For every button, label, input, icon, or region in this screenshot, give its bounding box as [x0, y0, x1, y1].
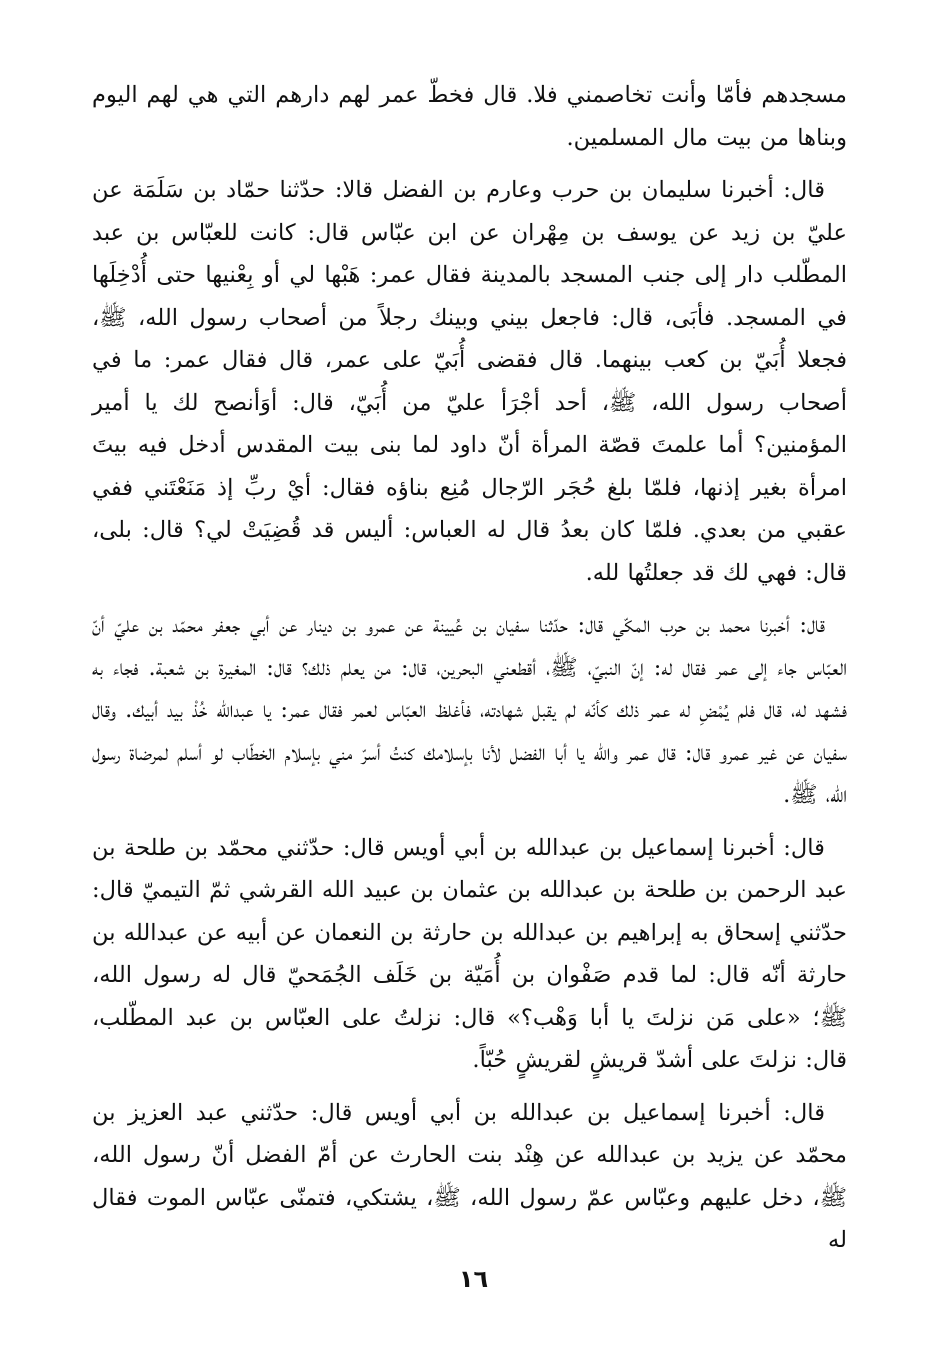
paragraph-bahrain-grant: قال: أخبرنا محمد بن حرب المكّي قال: حدّثنا سفيان بن عُيينة عن عمرو بن دينار عن أبي جعفر محمّد بن عليّ أنّ العبّاس جاء إلى عمر فقال له: إنّ النبيّ، ﷺ، أقطعني البحرين، قال: من يعلم ذلك؟ قال: المغيرة بن شعبة. فجاء به فشهد له، قال فلم يُمْضِ له عمر ذلك كأنّه لم يقبل شهادته، فأغلظ العبّاس لعمر فقال عمر: يا عبدالله خُذْ بيد أبيك. وقال سفيان عن غير عمرو قال: قال عمر والله يا أبا الفضل لأنا بإسلامك كنتُ أسرّ مني بإسلام الخطّاب لو أسلم لمرضاة رسول الله، ﷺ.: [92, 612, 847, 808]
paragraph-safwan: قال: أخبرنا إسماعيل بن عبدالله بن أبي أويس قال: حدّثني محمّد بن طلحة بن عبد الرحمن بن طلحة بن عبدالله بن عثمان بن عبيد الله القرشي ثمّ التيميّ قال: حدّثني إسحاق به إبراهيم بن عبدالله بن حارثة بن النعمان عن أبيه عن عبدالله بن حارثة أنّه قال: لما قدم صَفْوان بن أُمَيّة بن خَلَف الجُمَحيّ قال له رسول الله، ﷺ؛ «على مَن نزلتَ يا أبا وَهْب؟» قال: نزلتُ على العبّاس بن عبد المطّلب، قال: نزلتَ على أشدّ قريشٍ لقريشٍ حُبّاً.: [92, 834, 847, 1073]
page-number: ١٦: [458, 1265, 489, 1293]
book-page: [92, 74, 847, 1294]
paragraph-umm-al-fadl: قال: أخبرنا إسماعيل بن عبدالله بن أبي أويس قال: حدّثني عبد العزيز بن محمّد عن يزيد بن عبدالله عن هِنْد بنت الحارث عن أمّ الفضل أنّ رسول الله، ﷺ، دخل عليهم وعبّاس عمّ رسول الله، ﷺ، يشتكي، فتمنّى عبّاس الموت فقال له: [92, 1099, 847, 1253]
paragraph-abbas-house: قال: أخبرنا سليمان بن حرب وعارم بن الفضل قالا: حدّثنا حمّاد بن سَلَمَة عن عليّ بن زيد عن يوسف بن مِهْران عن ابن عبّاس قال: كانت للعبّاس بن عبد المطّلب دار إلى جنب المسجد بالمدينة فقال عمر: هَبْها لي أو بِعْنيها حتى أُدْخِلَها في المسجد. فأبَى، قال: فاجعل بيني وبينك رجلاً من أصحاب رسول الله، ﷺ، فجعلا أُبَيّ بن كعب بينهما. قال فقضى أُبَيّ على عمر، قال فقال عمر: ما في أصحاب رسول الله، ﷺ، أحد أجْرَأ عليّ من أُبَيّ، قال: أوَأنصح لك يا أمير المؤمنين؟ أما علمتَ قصّة المرأة أنّ داود لما بنى بيت المقدس أدخل فيه بيتَ امرأة بغير إذنها، فلمّا بلغ حُجَر الرّجال مُنِع بناؤه فقال: أيْ ربِّ إذ مَنَعْتَني ففي عقبي من بعدي. فلمّا كان بعدُ قال له العباس: أليس قد قُضِيَتْ لي؟ قال: بلى، قال: فهي لك قد جعلتُها لله.: [92, 177, 847, 586]
paragraph-continuation: مسجدهم فأمّا وأنت تخاصمني فلا. قال فخطّ عمر لهم دارهم التي هي لهم اليوم وبناها من بيت مال المسلمين.: [92, 82, 847, 151]
